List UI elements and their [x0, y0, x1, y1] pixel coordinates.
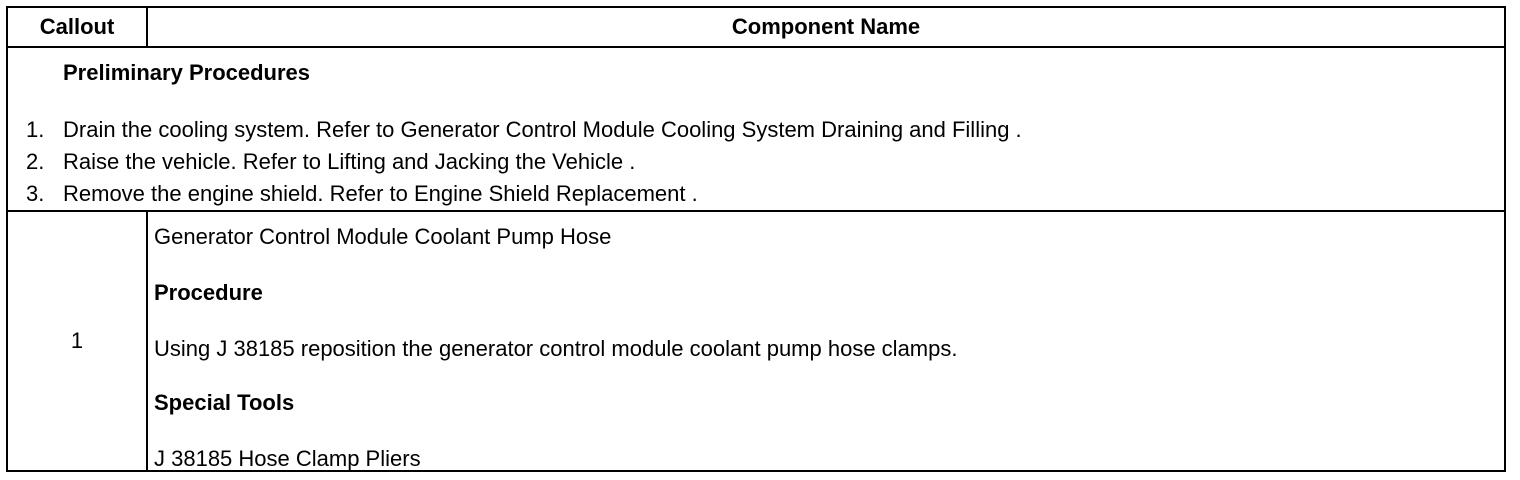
item-details: [154, 212, 1504, 470]
procedure-table: [6, 6, 1506, 472]
step-text: Raise the vehicle. Refer to Lifting and Jacking the Vehicle .: [63, 149, 636, 174]
callout-column-header: Callout: [8, 8, 148, 46]
special-tools-heading: Special Tools: [154, 390, 295, 415]
preliminary-procedures-row: [8, 48, 1504, 212]
procedure-text: Using J 38185 reposition the generator control module coolant pump hose clamps.: [154, 336, 958, 361]
preliminary-procedures-title: Preliminary Procedures: [63, 60, 311, 85]
step-text: Drain the cooling system. Refer to Generator Control Module Cooling System Draining and Filling .: [63, 117, 1022, 142]
step-number: 2.: [26, 149, 45, 174]
table-header-row: [8, 8, 1504, 48]
step-text: Remove the engine shield. Refer to Engine Shield Replacement .: [63, 181, 698, 206]
item-callout-number: 1: [8, 212, 148, 470]
component-name-column-header: Component Name: [731, 14, 921, 39]
table-row: [8, 212, 1504, 470]
special-tools-text: J 38185 Hose Clamp Pliers: [154, 446, 421, 471]
procedure-heading: Procedure: [154, 280, 263, 305]
step-number: 3.: [26, 181, 45, 206]
component-name: Generator Control Module Coolant Pump Hose: [154, 224, 612, 249]
step-number: 1.: [26, 117, 45, 142]
